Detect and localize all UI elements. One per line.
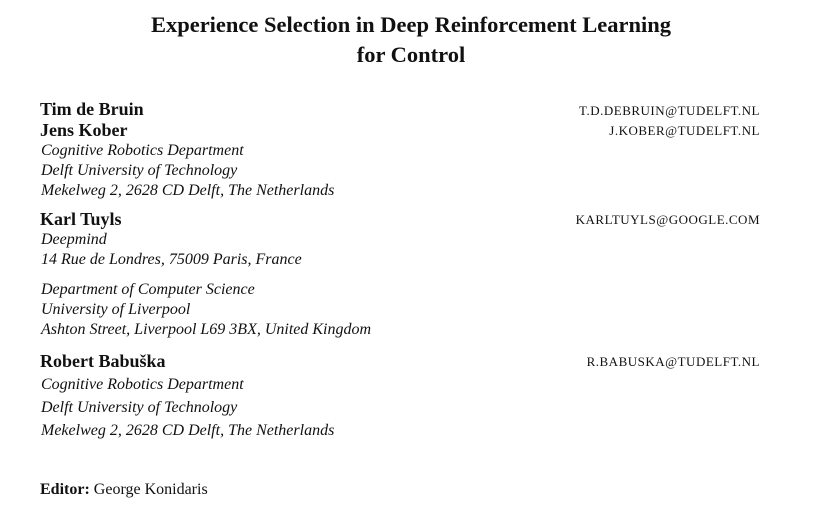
title-line-1: Experience Selection in Deep Reinforcement Learning — [150, 12, 672, 37]
affiliation-line: University of Liverpool — [41, 301, 191, 318]
editor-name: George Konidaris — [93, 481, 208, 498]
affiliation-line: Mekelweg 2, 2628 CD Delft, The Netherlands — [41, 182, 335, 199]
author-name: Karl Tuyls — [40, 209, 122, 229]
affiliation-line: Deepmind — [41, 231, 107, 248]
affiliation-line: Department of Computer Science — [41, 281, 255, 298]
author-email: R.BABUSKA@TUDELFT.NL — [586, 354, 760, 369]
author-name: Jens Kober — [40, 120, 128, 140]
affiliation-line: Cognitive Robotics Department — [41, 376, 244, 393]
editor-label: Editor: — [40, 481, 90, 498]
affiliation-line: 14 Rue de Londres, 75009 Paris, France — [41, 251, 302, 268]
affiliation-line: Mekelweg 2, 2628 CD Delft, The Netherlands — [41, 422, 335, 439]
paper-title — [0, 10, 822, 70]
title-line-2: for Control — [356, 42, 466, 67]
author-email: T.D.DEBRUIN@TUDELFT.NL — [579, 103, 760, 118]
affiliation-line: Delft University of Technology — [41, 162, 238, 179]
author-name: Robert Babuška — [40, 351, 166, 371]
editor-line — [40, 480, 208, 500]
author-email: J.KOBER@TUDELFT.NL — [609, 123, 760, 138]
author-name: Tim de Bruin — [40, 99, 144, 119]
affiliation-line: Ashton Street, Liverpool L69 3BX, United Kingdom — [41, 321, 372, 338]
affiliation-line: Delft University of Technology — [41, 399, 238, 416]
author-email: KARLTUYLS@GOOGLE.COM — [575, 212, 760, 227]
affiliation-line: Cognitive Robotics Department — [41, 142, 244, 159]
